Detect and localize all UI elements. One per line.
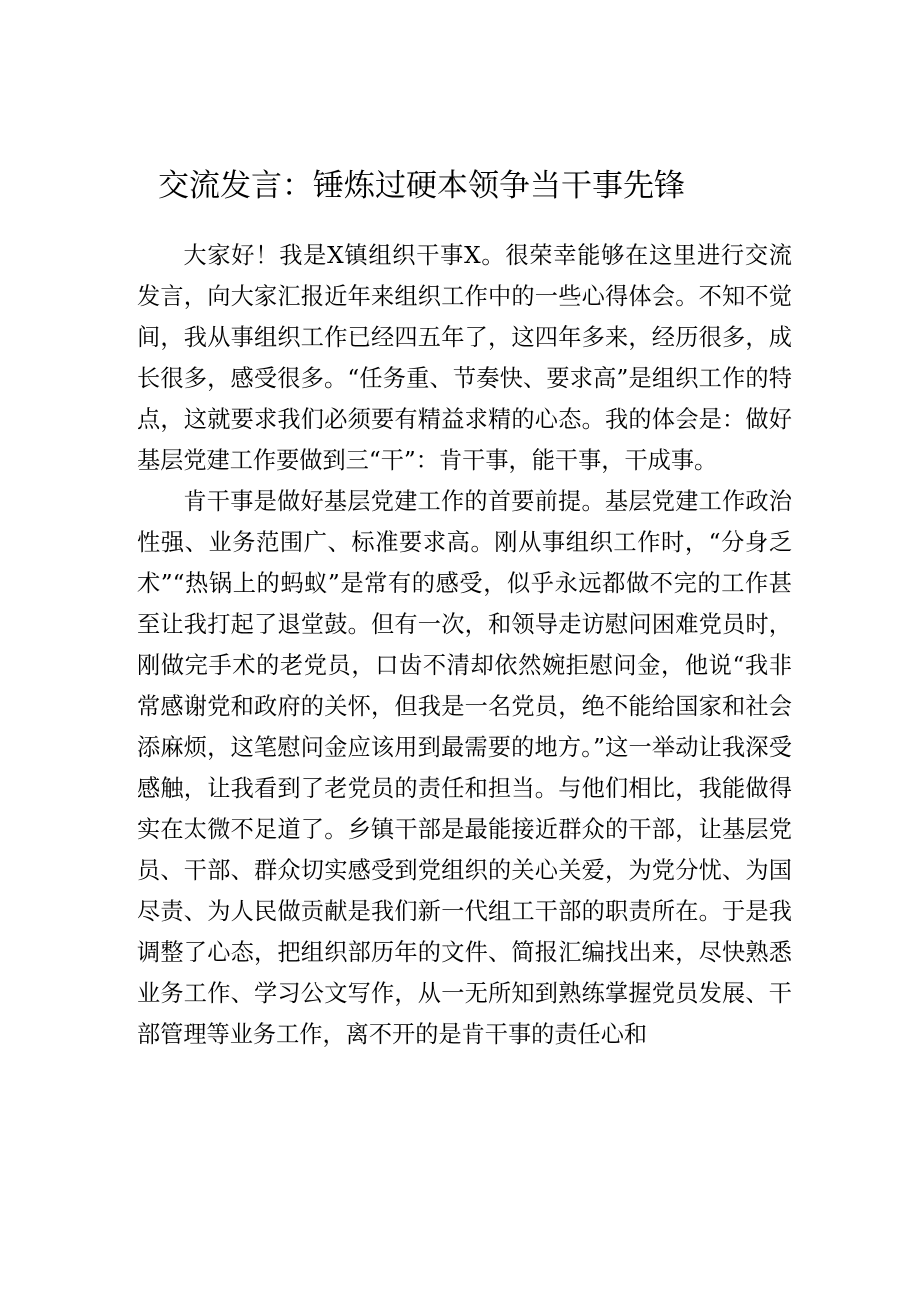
document-title: 交流发言：锤炼过硬本领争当干事先锋 xyxy=(158,168,685,204)
paragraph-willing-to-work: 肯干事是做好基层党建工作的首要前提。基层党建工作政治性强、业务范围广、标准要求高。刚从事组织工作时，“分身乏术”“热锅上的蚂蚁”是常有的感受，似乎永远都做不完的工作甚至让我打起了退堂鼓。但有一次，和领导走访慰问困难党员时，刚做完手术的老党员，口齿不清却依然婉拒慰问金，他说“我非常感谢党和政府的关怀，但我是一名党员，绝不能给国家和社会添麻烦，这笔慰问金应该用到最需要的地方。”这一举动让我深受感触，让我看到了老党员的责任和担当。与他们相比，我能做得实在太微不足道了。乡镇干部是最能接近群众的干部，让基层党员、干部、群众切实感受到党组织的关心关爱，为党分忧、为国尽责、为人民做贡献是我们新一代组工干部的职责所在。于是我调整了心态，把组织部历年的文件、简报汇编找出来，尽快熟悉业务工作、学习公文写作，从一无所知到熟练掌握党员发展、干部管理等业务工作，离不开的是肯干事的责任心和 xyxy=(137,488,792,1048)
document-body xyxy=(137,235,792,1055)
paragraph-intro: 大家好！我是X镇组织干事X。很荣幸能够在这里进行交流发言，向大家汇报近年来组织工作中的一些心得体会。不知不觉间，我从事组织工作已经四五年了，这四年多来，经历很多，成长很多，感受很多。“任务重、节奏快、要求高”是组织工作的特点，这就要求我们必须要有精益求精的心态。我的体会是：做好基层党建工作要做到三“干”：肯干事，能干事，干成事。 xyxy=(137,242,792,474)
